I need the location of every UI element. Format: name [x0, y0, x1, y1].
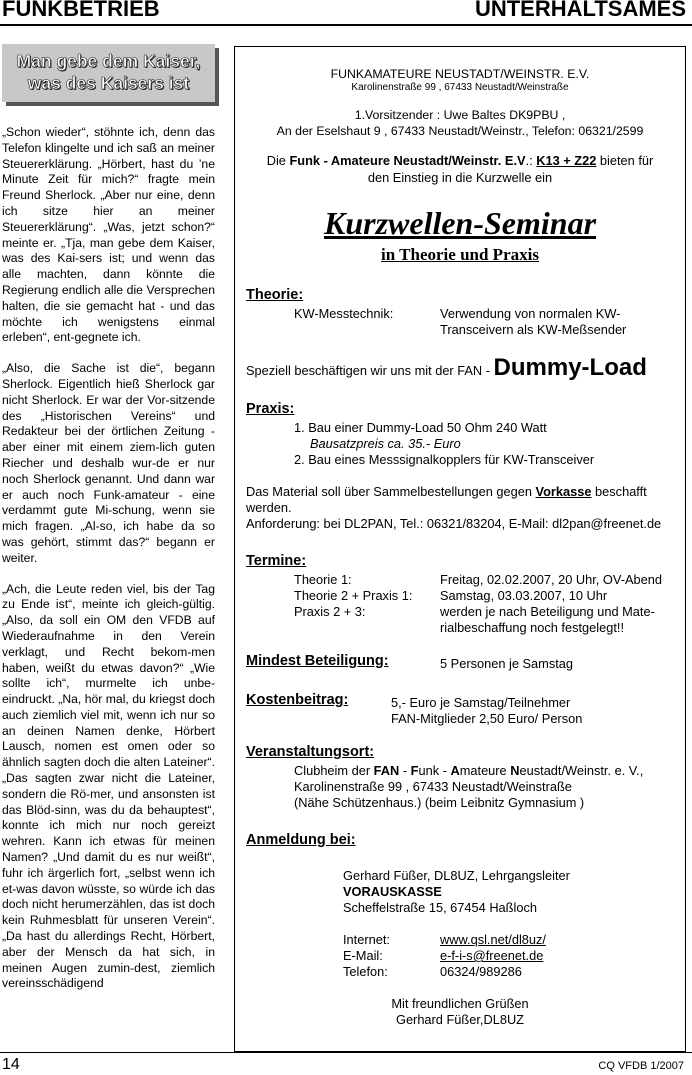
- material-vorkasse: Vorkasse: [535, 484, 592, 499]
- intro-line-2: den Einstieg in die Kurzwelle ein: [367, 170, 553, 185]
- section-title-right: UNTERHALTSAMES: [474, 0, 686, 21]
- telefon-value: 06324/989286: [440, 964, 522, 979]
- praxis-price: Bausatzpreis ca. 35.- Euro: [310, 436, 461, 451]
- intro-text: Die: [266, 153, 290, 168]
- termin-label-2: Theorie 2 + Praxis 1:: [294, 588, 413, 603]
- anmeldung-vorkasse: VORAUSKASSE: [343, 884, 442, 899]
- kosten-heading: Kostenbeitrag:: [246, 692, 349, 708]
- anmeldung-heading: Anmeldung bei:: [246, 832, 356, 848]
- theorie-heading: Theorie:: [246, 287, 304, 303]
- kosten-1: 5,- Euro je Samstag/Teilnehmer: [391, 695, 571, 710]
- org-name: FUNKAMATEURE NEUSTADT/WEINSTR. E.V.: [330, 67, 590, 81]
- org-address: Karolinenstraße 99 , 67433 Neustadt/Weinstraße: [351, 82, 569, 93]
- article-paragraph: „Ach, die Leute reden viel, bis der Tag zu Ende ist“, meinte ich gleich-gültig. „Also, da soll ein OM den VFDB auf Wiederaufnahme in den Verein verklagt, und Recht bekom-men haben, weißt du etwas davon?“ „Wie sollte ich“, murmelte ich unbe-eindruckt. „Na, hör mal, du kriegst doch auch ziemlich viel mit, wenn ich nur so an deinen Namen denke, Hörbert Lausch, nomen est omen oder so ähnlich sagten doch die alten Lateiner“. „Das sagten zwar nicht die Lateiner, sondern die Rö-mer, und ansonsten ist das Blöd-sinn, was du da behauptest“, konnte ich mich nur noch gereizt wehren. Kann ich etwas für meinen Namen? „Und damit du es nur weißt“, fuhr ich ärgerlich fort, „selbst wenn ich et-was davon wüsste, so würde ich das doch nicht herumerzählen, das ist doch kein Ruhmesblatt für unseren Verein“. „Da hast du allerdings Recht, Hörbert, aber der Mensch da hat sich, in meinen Augen zumin-dest, ziemlich vereinsschädigend: [2, 581, 215, 991]
- signature: Gerhard Füßer,DL8UZ: [395, 1012, 524, 1027]
- material-line: [246, 484, 647, 499]
- internet-link[interactable]: www.qsl.net/dl8uz/: [440, 932, 546, 947]
- footer-rule: [0, 1052, 692, 1053]
- ort-letter: A: [450, 763, 460, 778]
- internet-label: Internet:: [343, 932, 390, 947]
- intro-text: bieten für: [596, 153, 654, 168]
- email-label: E-Mail:: [343, 948, 383, 963]
- seminar-subtitle: in Theorie und Praxis: [381, 245, 539, 264]
- termin-value-2: Samstag, 03.03.2007, 10 Uhr: [440, 588, 608, 603]
- praxis-item-1: 1. Bau einer Dummy-Load 50 Ohm 240 Watt: [294, 420, 547, 435]
- ort-text: unk -: [418, 763, 451, 778]
- issue-label: CQ VFDB 1/2007: [598, 1060, 684, 1072]
- email-link[interactable]: e-f-i-s@freenet.de: [440, 948, 544, 963]
- article-paragraph: „Schon wieder“, stöhnte ich, denn das Telefon klingelte und ich saß an meiner Steuererklärung. „Hörbert, hast du ’ne Minute Zeit für mich?“ fragte mein Freund Sherlock. „Aber nur eine, denn ich sitze hier an meiner Steuererklärung“. „Was, jetzt schon?“ meinte er. „Tja, man gebe dem Kaiser, was des Kai-sers ist; und wenn das alle machten, dann könnte die Regierung endlich alle die Versprechen halten, die sie gemacht hat - und das möchte ich wenigstens einmal erleben“, ent-gegnete ich.: [2, 125, 215, 345]
- kosten-2: FAN-Mitglieder 2,50 Euro/ Person: [391, 711, 583, 726]
- seminar-title: Kurzwellen-Seminar: [323, 205, 597, 241]
- anmeldung-address: Scheffelstraße 15, 67454 Haßloch: [343, 900, 537, 915]
- material-line-2: werden.: [246, 500, 292, 515]
- kw-text-1: Verwendung von normalen KW-: [440, 306, 621, 321]
- dummy-text: Speziell beschäftigen wir uns mit der FAN -: [246, 363, 494, 378]
- termin-label-1: Theorie 1:: [294, 572, 352, 587]
- kw-text-2: Transceivern als KW-Meßsender: [440, 322, 627, 337]
- ort-line-1: [294, 763, 643, 778]
- mindest-value: 5 Personen je Samstag: [440, 656, 574, 671]
- intro-text: .:: [525, 153, 537, 168]
- material-text: Das Material soll über Sammelbestellungen gegen: [246, 484, 536, 499]
- article-headline: [2, 44, 215, 102]
- mindest-heading: Mindest Beteiligung:: [246, 653, 389, 669]
- termin-label-3: Praxis 2 + 3:: [294, 604, 366, 619]
- seminar-announcement: [234, 46, 686, 1052]
- greeting: Mit freundlichen Grüßen: [391, 996, 529, 1011]
- termine-heading: Termine:: [246, 553, 307, 569]
- ort-text: eustadt/Weinstr. e. V.,: [519, 763, 644, 778]
- article-text: [2, 125, 215, 1007]
- dummy-load-title: Dummy-Load: [493, 354, 647, 381]
- praxis-heading: Praxis:: [246, 401, 295, 417]
- article-paragraph: „Also, die Sache ist die“, begann Sherlock. Eigentlich hieß Sherlock gar nicht Sherlock. Er war der Vor-sitzende des „Historischen Vereins“ und Redakteur bei der örtlichen Zeitung - aber einer mit einem ziem-lich guten Riecher und deshalb wur-de er nur noch Sherlock genannt. Und dann war er auch noch Funk-amateur - eine verdammt gute Mi-schung, wenn sie mich fragen. „Al-so, ich habe da so was gehört, stimmt das?“ begann er weiter.: [2, 361, 215, 565]
- ort-text: -: [399, 763, 411, 778]
- ort-letter: F: [410, 763, 419, 778]
- termin-value-3b: rialbeschaffung noch festgelegt!!: [440, 620, 625, 635]
- ort-text: Clubheim der: [294, 763, 374, 778]
- ort-text: mateure: [459, 763, 511, 778]
- ort-line-3: (Nähe Schützenhaus.) (beim Leibnitz Gymnasium ): [294, 795, 585, 810]
- section-title-left: FUNKBETRIEB: [2, 0, 160, 21]
- ort-letter: N: [510, 763, 520, 778]
- kw-label: KW-Messtechnik:: [294, 306, 394, 321]
- intro-line: [235, 153, 685, 168]
- ort-fan: FAN: [373, 763, 400, 778]
- termin-value-1: Freitag, 02.02.2007, 20 Uhr, OV-Abend: [440, 572, 662, 587]
- ort-line-2: Karolinenstraße 99 , 67433 Neustadt/Weinstraße: [294, 779, 572, 794]
- page-header: [0, 0, 692, 24]
- header-rule: [0, 24, 692, 26]
- chairman-address: An der Eselshaut 9 , 67433 Neustadt/Weinstr., Telefon: 06321/2599: [276, 124, 644, 138]
- praxis-item-2: 2. Bau eines Messsignalkopplers für KW-Transceiver: [294, 452, 595, 467]
- intro-district: K13 + Z22: [536, 153, 597, 168]
- intro-org: Funk - Amateure Neustadt/Weinstr. E.V: [289, 153, 526, 168]
- anmeldung-name: Gerhard Füßer, DL8UZ, Lehrgangsleiter: [343, 868, 570, 883]
- headline-line-1: Man gebe dem Kaiser,: [16, 51, 201, 71]
- ort-heading: Veranstaltungsort:: [246, 744, 375, 760]
- dummy-load-line: [246, 354, 647, 382]
- chairman: 1.Vorsitzender : Uwe Baltes DK9PBU ,: [354, 108, 566, 122]
- termin-value-3a: werden je nach Beteiligung und Mate-: [440, 604, 655, 619]
- page-number: 14: [2, 1056, 20, 1073]
- headline-line-2: was des Kaisers ist: [27, 73, 190, 93]
- telefon-label: Telefon:: [343, 964, 388, 979]
- material-text: beschafft: [591, 484, 647, 499]
- anforderung: Anforderung: bei DL2PAN, Tel.: 06321/83204, E-Mail: dl2pan@freenet.de: [246, 516, 662, 531]
